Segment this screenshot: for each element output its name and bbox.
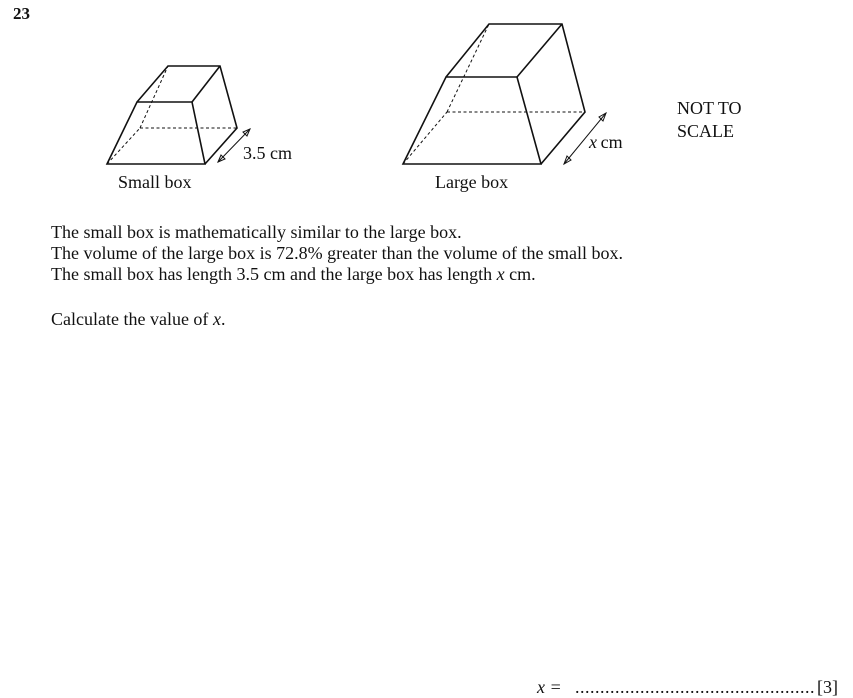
small-box-label: Small box (118, 172, 192, 192)
small-box-diagram (107, 66, 237, 164)
text-line-2: The volume of the large box is 72.8% greater than the volume of the small box. (51, 243, 624, 263)
question-number: 23 (13, 4, 30, 23)
instruction: Calculate the value of x. (51, 309, 226, 329)
not-to-scale-line1: NOT TO (677, 98, 742, 118)
text-line-1: The small box is mathematically similar to the large box. (51, 222, 462, 242)
not-to-scale-line2: SCALE (677, 121, 735, 141)
answer-line[interactable]: ................................................ (575, 677, 815, 697)
large-box-label: Large box (435, 172, 509, 192)
answer-label: x = (537, 677, 562, 697)
text-line-3: The small box has length 3.5 cm and the large box has length x cm. (51, 264, 536, 284)
small-dimension-label: 3.5 cm (243, 143, 292, 163)
large-dimension-label: x cm (589, 132, 623, 152)
large-box-diagram (403, 24, 585, 164)
marks: [3] (817, 677, 838, 697)
